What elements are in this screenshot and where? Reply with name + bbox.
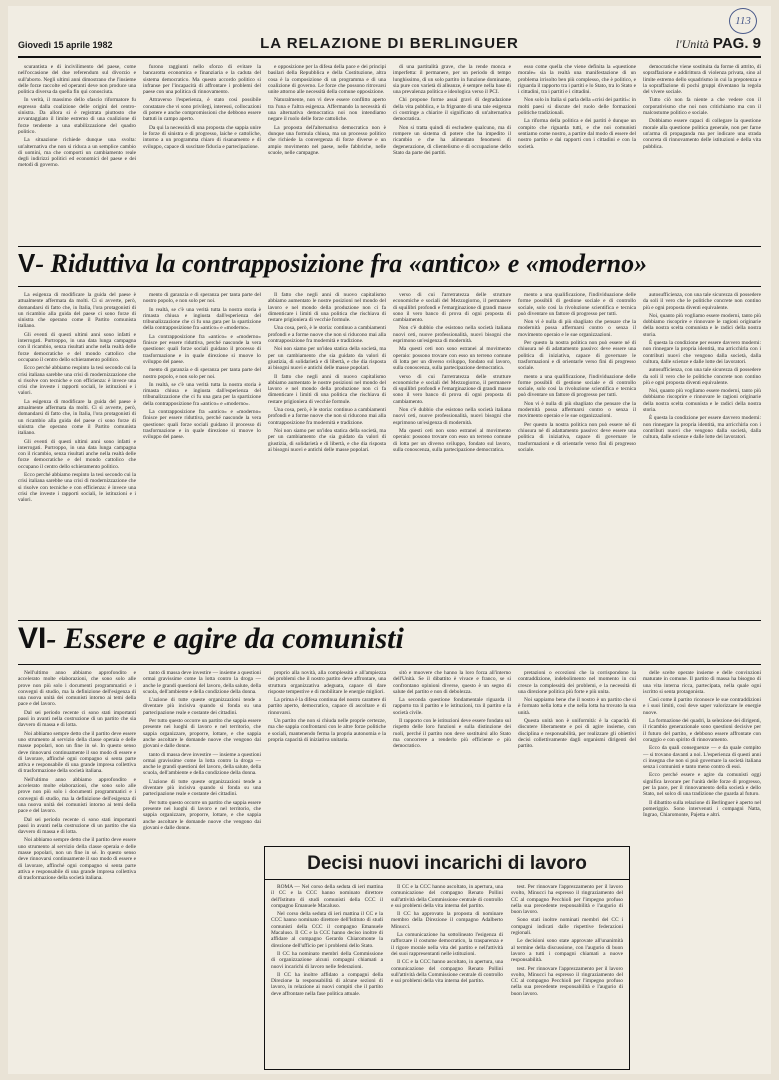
paragraph: Dal sei periodo recente ci sono stati importanti passi in avanti nella costruzione di un partito che sia davvero di massa e di lotta. bbox=[18, 709, 136, 729]
paragraph: Noi non siamo per un'idea statica della società, ma per un cambiamento che sia guidato da valori di giustizia, di solidarietà e di libertà, e che dia risposta ai bisogni nuovi e antichi delle masse popolari. bbox=[268, 427, 386, 453]
archive-stamp: 113 bbox=[729, 8, 757, 34]
column bbox=[143, 670, 261, 1068]
boxed-article-columns bbox=[265, 880, 629, 1064]
paragraph: Per tutto questo occorre un partito che sappia essere presente nei luoghi di lavoro e nel territorio, che sappia organizzare, proporre, lottare, e che sappia anche ascoltare le domande nuove che vengono dai giovani e dalle donne. bbox=[143, 799, 261, 831]
paragraph: verso di cui l'arretratezza delle strutture economiche e sociali del Mezzogiorno, il permanere di squilibri profondi e l'emarginazione di grandi masse sono il vero banco di prova di ogni proposta di cambiamento. bbox=[393, 292, 511, 324]
paragraph: Nell'ultimo anno abbiamo approfondito e accelerato molte elaborazioni, che sono solo alle prove non più solo i documenti programmatici e i convegni di studio, ma la definizione dell'esigenza di una nuova unità dei comunisti intorno ai temi della pace e del lavoro. bbox=[18, 776, 136, 815]
paragraph: L'azione di tutte queste organizzazioni tende a diventare più incisiva quando si fonda su una partecipazione reale e costante dei cittadini. bbox=[143, 778, 261, 798]
paragraph: e opposizione per la difesa della pace e dei principi basilari della Repubblica e della Costituzione, altra cosa è la composizione di un programma e di una coalizione di governo. Le forze che possono ritrovarsi unite attorno alle necessità della comune opposizione. bbox=[268, 64, 386, 96]
paragraph: Ecco perché essere e agire da comunisti oggi significa lavorare per l'unità delle forze di progresso, per la pace, per il rinnovamento della società e dello Stato, nel solco di una tradizione che guarda al futuro. bbox=[643, 772, 761, 798]
paragraph: Ecco perché abbiamo respinto la tesi secondo cui la crisi italiana sarebbe una crisi di modernizzazione che si risolve con tecniche e con efficienza: è invece una crisi che investe i rapporti sociali, le istituzioni e i valori. bbox=[18, 472, 136, 504]
paragraph: Ecco da quali conseguenze — e da quale compito — si trovano davanti a noi. L'esperienza di questi anni ci insegna che non si può governare la società italiana senza i comunisti e tanto meno contro di essi. bbox=[643, 745, 761, 771]
paragraph: La prima è la difesa continua del nostro carattere di partito aperto, democratico, capace di ascoltare e di rinnovarsi. bbox=[268, 697, 386, 716]
column bbox=[518, 292, 636, 614]
paragraph: Non si tratta quindi di escludere qualcuno, ma di rompere un sistema di potere che ha impedito il ricambio e che ha alimentato fenomeni di degenerazione, di clientelismo e di occupazione dello Stato da parte dei partiti. bbox=[393, 124, 511, 156]
paragraph: In verità, il massimo dello sfascio riformatore fu espresso dalla coalizione delle origini del centro-sinistra. Da allora si è registrata piuttosto che avvantaggiato il limite estremo di una coalizione di forze tendente a una stabilizzazione del quadro politico. bbox=[18, 97, 136, 135]
column bbox=[518, 64, 636, 242]
section-v-title: - Riduttiva la contrapposizione fra «antico» e «moderno» bbox=[35, 249, 648, 278]
paragraph: Il CC e la CCC hanno ascoltato, in apertura, una comunicazione del compagno Renato Pollini sull'attività della Commissione centrale di controllo e sui problemi della vita interna del partito. bbox=[391, 884, 503, 909]
paragraph: mento a una qualificazione, l'individuazione delle forme possibili di gestione sociale e di controllo sociale, solo così la rivoluzione scientifica e tecnica può diventare un fattore di progresso per tutti. bbox=[518, 373, 636, 399]
paragraph: Dobbiamo essere capaci di collegare la questione morale alla questione politica generale, non per farne un'arma di propaganda ma per indicare una strada concreta di rinnovamento delle istituzioni e della vita pubblica. bbox=[643, 118, 761, 150]
paragraph: Noi non siamo per un'idea statica della società, ma per un cambiamento che sia guidato da valori di giustizia, di solidarietà e di libertà, e che dia risposta ai bisogni nuovi e antichi delle masse popolari. bbox=[268, 346, 386, 372]
newspaper-page bbox=[8, 6, 771, 1074]
column bbox=[143, 64, 261, 242]
page-title: LA RELAZIONE DI BERLINGUER bbox=[260, 35, 519, 52]
paragraph: Ma questi ceti non sono estranei al movimento operaio: possono trovare con esso un terreno comune di lotta per un diverso sviluppo, fondato sul lavoro, sulla conoscenza, sulla partecipazione democratica. bbox=[393, 346, 511, 372]
column bbox=[643, 670, 761, 1068]
paragraph: Il rapporto con le istituzioni deve essere fondato sul rispetto delle loro funzioni e sulla distinzione dei ruoli, perché il partito non deve sostituirsi allo Stato ma concorrere a renderlo più efficiente e più democratico. bbox=[393, 718, 511, 750]
divider bbox=[18, 246, 761, 247]
paragraph: Così come il partito riconosce le sue contraddizioni e i suoi limiti, così deve saper valorizzare le energie nuove. bbox=[643, 697, 761, 716]
paragraph: Noi abbiamo sempre detto che il partito deve essere uno strumento al servizio della classe operaia e delle masse popolari, non un fine in sé. In questo senso deve rinnovarsi continuamente il suo modo di essere e di lavorare, affinché ogni compagno si senta parte attiva e responsabile di una grande impresa collettiva di trasformazione della società italiana. bbox=[18, 730, 136, 775]
paragraph: Noi, quanto più vogliamo essere moderni, tanto più dobbiamo riscoprire e rinnovare le ragioni originarie della nostra scelta comunista e le radici della nostra storia. bbox=[643, 388, 761, 414]
paragraph: Tutto ciò non fa niente a che vedere con il corporativismo che noi non critichiamo ma con il malcostume politico e sociale. bbox=[643, 97, 761, 117]
divider bbox=[18, 620, 761, 621]
paragraph: In realtà, se c'è una verità tutta la nostra storia è rimasta chiusa e ingiusta dall'esperienza del tribunalizzazione che ci fu una gara per la spartizione della contrapposizione fra «antico» e «moderno». bbox=[143, 381, 261, 407]
paragraph: Una cosa, però, è le storia: continuo a cambiamenti profondi e a forme nuove che non si riducono mai alla contrapposizione fra modernità e tradizione. bbox=[268, 407, 386, 426]
paragraph: Non vi è nulla di più sbagliato che pensare che la modernità possa affermarsi contro o senza il movimento operaio e le sue organizzazioni. bbox=[518, 319, 636, 338]
paragraph: Non c'è dubbio che esistono nella società italiana nuovi ceti, nuove professionalità, nuovi bisogni che esprimono un'esigenza di modernità. bbox=[393, 407, 511, 426]
page-header bbox=[18, 34, 761, 58]
paragraph: Per questo la nostra politica non può essere né di chiusura né di adattamento passivo: deve essere una politica di iniziativa, capace di governare le trasformazioni e di orientarle verso fini di progresso sociale. bbox=[518, 421, 636, 453]
paragraph: Le decisioni sono state approvate all'unanimità al termine della discussione, con l'augurio di buon lavoro a tutti i compagni chiamati a nuove responsabilità. bbox=[511, 938, 623, 964]
paragraph: Naturalmente, non vi deve essere conflitto aperto tra l'una e l'altra esigenza. Affermando la necessità di una alternativa democratica noi non intendiamo negare il ruolo delle forze cattoliche. bbox=[268, 97, 386, 123]
column bbox=[18, 292, 136, 614]
paragraph: delle scelte operate insieme e delle convinzioni maturate in comune. Il partito di massa ha bisogno di una vita interna ricca, partecipata, nella quale ogni iscritto si senta protagonista. bbox=[643, 670, 761, 695]
paragraph: tanto di massa deve investire — insieme a questioni ormai gravissime come la lotta contro la droga — anche le grandi questioni del lavoro, della salute, della scuola, dell'ambiente e della condizione della donna. bbox=[143, 751, 261, 777]
paragraph: Ma questi ceti non sono estranei al movimento operaio: possono trovare con esso un terreno comune di lotta per un diverso sviluppo, fondato sul lavoro, sulla conoscenza, sulla partecipazione democratica. bbox=[393, 427, 511, 453]
paragraph: Il CC e la CCC hanno ascoltato, in apertura, una comunicazione del compagno Renato Pollini sull'attività della Commissione centrale di controllo e sui problemi della vita interna del partito. bbox=[391, 959, 503, 985]
paragraph: La comunicazione ha sottolineato l'esigenza di rafforzare il costume democratico, la trasparenza e il rigore morale nella vita del partito e nell'attività dei suoi rappresentanti nelle istituzioni. bbox=[391, 932, 503, 957]
paragraph: È questa la condizione per essere davvero moderni: non rinnegare la propria identità, ma arricchirla con i contributi nuovi che vengono dalla società, dalla cultura, dalle scienze e dalle lotte dei lavoratori. bbox=[643, 340, 761, 365]
paragraph: La contrapposizione fra «antico» e «moderno» finisce per essere riduttiva, perché nasconde la vera questione: quali forze sociali guidano il processo di trasformazione e in quale direzione si muove lo sviluppo del paese. bbox=[143, 409, 261, 441]
paragraph: mento a una qualificazione, l'individuazione delle forme possibili di gestione sociale e di controllo sociale, solo così la rivoluzione scientifica e tecnica può diventare un fattore di progresso per tutti. bbox=[518, 292, 636, 317]
paragraph: autosufficienza, con una tale sicurezza di possedere da soli il vero che le politiche concrete non contino più e ogni proposta diventi equivalente. bbox=[643, 367, 761, 386]
paragraph: È questa la condizione per essere davvero moderni: non rinnegare la propria identità, ma arricchirla con i contributi nuovi che vengono dalla società, dalla cultura, dalle scienze e dalle lotte dei lavoratori. bbox=[643, 415, 761, 441]
paragraph: tanto di massa deve investire — insieme a questioni ormai gravissime come la lotta contro la droga — anche le grandi questioni del lavoro, della salute, della scuola, dell'ambiente e della condizione della donna. bbox=[143, 670, 261, 695]
paragraph: test. Per rinnovare l'apprezzamento per il lavoro svolto, Minucci ha espresso il ringraziamento del CC al compagno Pecchioli per l'impegno profuso nella sua precedente responsabilità e l'augurio di buon lavoro. bbox=[511, 965, 623, 997]
column bbox=[268, 64, 386, 242]
column bbox=[391, 884, 503, 1060]
paragraph: autosufficienza, con una tale sicurezza di possedere da soli il vero che le politiche concrete non contino più e ogni proposta diventi equivalente. bbox=[643, 292, 761, 311]
page-number bbox=[676, 35, 761, 52]
paragraph: Attraverso l'esperienza, è stato così possibile constatare che vi sono privilegi, interessi, collocazioni di potere e anche compromissioni che debbono essere battuti in campo aperto. bbox=[143, 97, 261, 123]
paragraph: Per tutto questo occorre un partito che sappia essere presente nei luoghi di lavoro e nel territorio, che sappia organizzare, proporre, lottare, e che sappia anche ascoltare le domande nuove che vengono dai giovani e dalle donne. bbox=[143, 718, 261, 750]
divider bbox=[18, 664, 761, 665]
section-v-number: V bbox=[18, 248, 36, 278]
paragraph: furono raggiunti nello sforzo di evitare la bancarotta economica e finanziaria e la caduta del sistema democratico. Ma questo accordo politico si infranse per l'incapacità di affrontare i problemi del paese con una politica di rinnovamento. bbox=[143, 64, 261, 96]
column bbox=[18, 670, 136, 1068]
section-v-heading bbox=[18, 248, 761, 279]
paragraph: Non solo in Italia si parla della «crisi dei partiti»: in molti paesi si discute del ruolo delle formazioni politiche tradizionali. bbox=[518, 97, 636, 117]
column bbox=[18, 64, 136, 242]
divider bbox=[18, 286, 761, 287]
column bbox=[643, 64, 761, 242]
top-columns bbox=[18, 64, 761, 242]
paragraph: La proposta dell'alternativa democratica non è dunque una formula chiusa, ma un processo politico che richiede la convergenza di forze diverse e un ampio movimento nel paese, nelle fabbriche, nelle scuole, nelle campagne. bbox=[268, 124, 386, 156]
section-vi-title: - Essere e agire da comunisti bbox=[46, 622, 404, 655]
paragraph: Noi, quanto più vogliamo essere moderni, tanto più dobbiamo riscoprire e rinnovare le ragioni originarie della nostra scelta comunista e le radici della nostra storia. bbox=[643, 312, 761, 338]
paragraph: Per questo la nostra politica non può essere né di chiusura né di adattamento passivo: deve essere una politica di iniziativa, capace di governare le trasformazioni e di orientarle verso fini di progresso sociale. bbox=[518, 340, 636, 372]
paragraph: pretazioni o eccezioni che la corrispondono la contraddizione, indebolimento nel momento in cui cresce la complessità dei problemi, e la necessità di una direzione politica più forte e più unita. bbox=[518, 670, 636, 695]
paragraph: mento di garanzia e di speranza per tanta parte del nostro popolo, e non solo per noi. bbox=[143, 292, 261, 305]
paragraph: La esigenza di modificare la guida del paese è attualmente affermata da molti. Ci si avverte, però, domandarsi di fatto che, in Italia, l'ora protagonisti di un ricambio alla guida del paese ci sono forze di sinistra che operano come il Partito comunista italiano. bbox=[18, 292, 136, 330]
paragraph: Il fatto che negli anni di nuovo capitalismo abbiamo aumentato le nostre posizioni nel mondo del lavoro e nel mondo della produzione non ci fa dimenticare i limiti di una politica che rischiava di restare prigioniera di vecchie formule. bbox=[268, 373, 386, 405]
paragraph: esso come quella che viene definita la «questione morale» sia la realtà una manifestazione di un problema irrisolto ben più complesso, che è politico, e riguarda il rapporto tra i partiti e lo Stato, tra lo Stato e i cittadini, tra i partiti e i cittadini. bbox=[518, 64, 636, 96]
paragraph: Nel corso della seduta di ieri mattina il CC e la CCC hanno nominato direttore dell'Istituto di studi comunisti della CCC il compagno Emanuele Macaluso. Il CC e la CCC hanno deciso inoltre di affidare al compagno Gerardo Chiaromonte la direzione dell'ufficio per i problemi dello Stato. bbox=[271, 911, 383, 949]
paragraph: La esigenza di modificare la guida del paese è attualmente affermata da molti. Ci si avverte, però, domandarsi di fatto che, in Italia, l'ora protagonisti di un ricambio alla guida del paese ci sono forze di sinistra che operano come il Partito comunista italiano. bbox=[18, 398, 136, 437]
section-vi-heading bbox=[18, 622, 761, 656]
paragraph: Una cosa, però, è le storia: continuo a cambiamenti profondi e a forme nuove che non si riducono mai alla contrapposizione fra modernità e tradizione. bbox=[268, 325, 386, 345]
paragraph: di una partitalità grave, che la rende monca e imperfetta: il permanere, per un periodo di tempo lunghissimo, di un solo partito in funzione dominante, sia pure con varietà di alleanze, è sempre nella base di una prevalenza politica e ideologica verso il PCI. bbox=[393, 64, 511, 96]
paragraph: Il CC ha inoltre affidato a compagni della Direzione la responsabilità di alcune sezioni di lavoro, in relazione ai nuovi compiti che il partito deve affrontare nella fase politica attuale. bbox=[271, 971, 383, 997]
boxed-article bbox=[264, 846, 630, 1070]
page-label: PAG. 9 bbox=[712, 35, 761, 52]
paragraph: democratiche viene sostituita da forme di attrito, di sopraffazione e addirittura di violenza privata, sino al limite estremo dello squadrismo in cui la prepotenza e la sopraffazione di pochi gruppi diventano la regola del vivere sociale. bbox=[643, 64, 761, 96]
column bbox=[268, 292, 386, 614]
paragraph: Il dibattito sulla relazione di Berlinguer è aperto nel pomeriggio. Sono intervenuti i compagni Natta, Ingrao, Chiaromonte, Pajetta e altri. bbox=[643, 799, 761, 819]
issue-date: Giovedì 15 aprile 1982 bbox=[18, 40, 113, 50]
paragraph: proprio alla novità, alla complessità e all'ampiezza dei problemi che il nostro partito deve affrontare, una struttura organizzativa adeguata, capace di dare risposte tempestive e di mobilitare le energie migliori. bbox=[268, 670, 386, 695]
paragraph: ROMA — Nel corso della seduta di ieri mattina il CC e la CCC hanno nominato direttore dell'Istituto di studi comunisti della CCC il compagno Emanuele Macaluso. bbox=[271, 884, 383, 909]
paragraph: mento di garanzia e di speranza per tanta parte del nostro popolo, e non solo per noi. bbox=[143, 367, 261, 380]
paragraph: Un partito che non si chiuda nelle proprie certezze, ma che sappia confrontarsi con le altre forze politiche e sociali, mantenendo ferma la propria autonomia e la propria capacità di iniziativa unitaria. bbox=[268, 718, 386, 743]
paper-name: l'Unità bbox=[675, 37, 709, 51]
paragraph: Dal sei periodo recente ci sono stati importanti passi in avanti nella costruzione di un partito che sia davvero di massa e di lotta. bbox=[18, 816, 136, 836]
paragraph: test. Per rinnovare l'apprezzamento per il lavoro svolto, Minucci ha espresso il ringraziamento del CC al compagno Pecchioli per l'impegno profuso nella sua precedente responsabilità e l'augurio di buon lavoro. bbox=[511, 884, 623, 916]
paragraph: Il CC ha approvato la proposta di nominare membro della Direzione il compagno Adalberto Minucci. bbox=[391, 911, 503, 930]
paragraph: scurantista e di incivilimento del paese, come nell'occasione del due referendum sul divorzio e sull'aborto. Negli ultimi anni dimostrano che l'insieme delle forze raccolte ed operanti deve non produce una politica diversa da quella fin qui conosciuta. bbox=[18, 64, 136, 96]
paragraph: La seconda questione fondamentale riguarda il rapporto tra il partito e le istituzioni, tra il partito e la società civile. bbox=[393, 697, 511, 716]
column bbox=[511, 884, 623, 1060]
paragraph: Nell'ultimo anno abbiamo approfondito e accelerato molte elaborazioni, che sono solo alle prove non più solo i documenti programmatici e i convegni di studio, ma la definizione dell'esigenza di una nuova unità dei comunisti intorno ai temi della pace e del lavoro. bbox=[18, 670, 136, 708]
paragraph: Non vi è nulla di più sbagliato che pensare che la modernità possa affermarsi contro o senza il movimento operaio e le sue organizzazioni. bbox=[518, 400, 636, 420]
boxed-article-title: Decisi nuovi incarichi di lavoro bbox=[265, 847, 629, 880]
column bbox=[143, 292, 261, 614]
column bbox=[393, 64, 511, 242]
paragraph: Il fatto che negli anni di nuovo capitalismo abbiamo aumentato le nostre posizioni nel mondo del lavoro e nel mondo della produzione non ci fa dimenticare i limiti di una politica che rischiava di restare prigioniera di vecchie formule. bbox=[268, 292, 386, 324]
paragraph: Gli eventi di questi ultimi anni sono infatti e interrogati. Purtroppo, in una data lunga campagna con il ricambio, senza risultati anche nella realtà delle forze democratiche e del mondo cattolico che occupano il centro dello schieramento politico. bbox=[18, 438, 136, 470]
paragraph: L'azione di tutte queste organizzazioni tende a diventare più incisiva quando si fonda su una partecipazione reale e costante dei cittadini. bbox=[143, 697, 261, 716]
paragraph: In realtà, se c'è una verità tutta la nostra storia è rimasta chiusa e ingiusta dall'esperienza del tribunalizzazione che ci fu una gara per la spartizione della contrapposizione fra «antico» e «moderno». bbox=[143, 306, 261, 332]
paragraph: La riforma della politica e dei partiti è dunque un compito che riguarda tutti, e che noi comunisti sentiamo come nostro, a partire dal modo di essere del nostro partito e dai rapporti con i cittadini e con la società. bbox=[518, 118, 636, 150]
paragraph: Questa unità non è uniformità: è la capacità di discutere liberamente e poi di agire insieme, con disciplina e responsabilità, per realizzare gli obiettivi decisi collettivamente dagli organismi dirigenti del partito. bbox=[518, 718, 636, 750]
section-vi-number: VI bbox=[18, 622, 47, 655]
paragraph: Ecco perché abbiamo respinto la tesi secondo cui la crisi italiana sarebbe una crisi di modernizzazione che si risolve con tecniche e con efficienza: è invece una crisi che investe i rapporti sociali, le istituzioni e i valori. bbox=[18, 365, 136, 397]
paragraph: Non c'è dubbio che esistono nella società italiana nuovi ceti, nuove professionalità, nuovi bisogni che esprimono un'esigenza di modernità. bbox=[393, 325, 511, 345]
paragraph: Il CC ha nominato membri della Commissione di organizzazione alcuni compagni chiamati a nuovi incarichi di lavoro nelle federazioni. bbox=[271, 950, 383, 970]
column bbox=[393, 292, 511, 614]
paragraph: verso di cui l'arretratezza delle strutture economiche e sociali del Mezzogiorno, il permanere di squilibri profondi e l'emarginazione di grandi masse sono il vero banco di prova di ogni proposta di cambiamento. bbox=[393, 373, 511, 405]
paragraph: La contrapposizione fra «antico» e «moderno» finisce per essere riduttiva, perché nasconde la vera questione: quali forze sociali guidano il processo di trasformazione e in quale direzione si muove lo sviluppo del paese. bbox=[143, 333, 261, 365]
paragraph: Gli eventi di questi ultimi anni sono infatti e interrogati. Purtroppo, in una data lunga campagna con il ricambio, senza risultati anche nella realtà delle forze democratiche e del mondo cattolico che occupano il centro dello schieramento politico. bbox=[18, 331, 136, 363]
paragraph: La situazione richiede dunque una svolta: un'alternativa che non si riduca a un semplice cambio di uomini, ma che comporti un cambiamento reale degli indirizzi politici ed economici del paese e dei metodi di governo. bbox=[18, 137, 136, 169]
paragraph: sitò e muovere che hanno la loro forza all'interno dell'Unità. Se il dibattito è vivace e franco, se si confrontano opinioni diverse, questo è un segno di salute del partito e non di debolezza. bbox=[393, 670, 511, 695]
column bbox=[643, 292, 761, 614]
paragraph: Da qui la necessità di una proposta che sappia unire le forze di sinistra e di progresso, laiche e cattoliche, intorno a un programma chiaro di risanamento e di sviluppo, capace di suscitare fiducia e partecipazione. bbox=[143, 124, 261, 150]
column bbox=[271, 884, 383, 1060]
section-v-columns bbox=[18, 292, 761, 614]
paragraph: Noi abbiamo sempre detto che il partito deve essere uno strumento al servizio della classe operaia e delle masse popolari, non un fine in sé. In questo senso deve rinnovarsi continuamente il suo modo di essere e di lavorare, affinché ogni compagno si senta parte attiva e responsabile di una grande impresa collettiva di trasformazione della società italiana. bbox=[18, 837, 136, 882]
paragraph: Sono stati inoltre nominati membri del CC i compagni indicati dalle rispettive federazioni regionali. bbox=[511, 917, 623, 937]
paragraph: Chi propone forme assai gravi di degradazione della vita pubblica, e la frignante di una tale esigenza ci costringe a chiarire il significato di un'alternativa democratica. bbox=[393, 97, 511, 123]
paragraph: Noi sappiamo bene che il nostro è un partito che si è formato nella lotta e che nella lotta ha trovato la sua unità. bbox=[518, 697, 636, 716]
paragraph: La formazione dei quadri, la selezione dei dirigenti, il ricambio generazionale sono questioni decisive per il futuro del partito, e debbono essere affrontate con coraggio e con spirito di rinnovamento. bbox=[643, 718, 761, 743]
